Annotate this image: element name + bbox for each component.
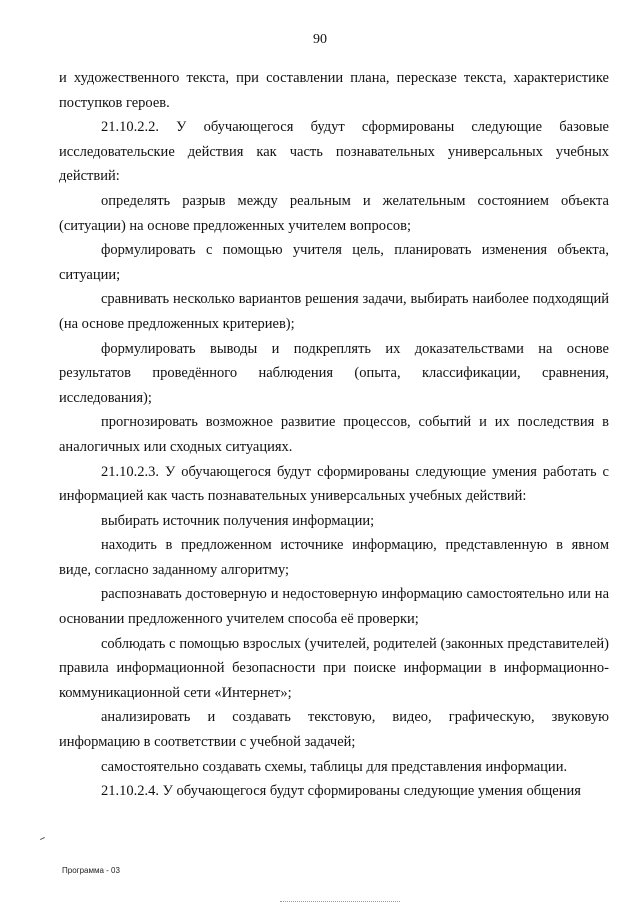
paragraph: сравнивать несколько вариантов решения задачи, выбирать наиболее подходящий (на основе предложенных критериев); <box>59 291 609 332</box>
paragraph: соблюдать с помощью взрослых (учителей, родителей (законных представителей) правила информационной безопасности при поиске информации в информационно-коммуникационной сети «Интернет»; <box>59 635 609 701</box>
page-number: 90 <box>313 32 327 47</box>
paragraph: находить в предложенном источнике информацию, представленную в явном виде, согласно заданному алгоритму; <box>59 537 609 578</box>
paragraph: прогнозировать возможное развитие процессов, событий и их последствия в аналогичных или сходных ситуациях. <box>59 414 609 455</box>
paragraph: 21.10.2.2. У обучающегося будут сформированы следующие базовые исследовательские действия как часть познавательных универсальных учебных действий: <box>59 119 609 185</box>
paragraph: анализировать и создавать текстовую, видео, графическую, звуковую информацию в соответствии с учебной задачей; <box>59 709 609 751</box>
page-footer: Программа - 03 <box>62 866 120 875</box>
paragraph: формулировать с помощью учителя цель, планировать изменения объекта, ситуации; <box>59 242 609 283</box>
paragraph: 21.10.2.4. У обучающегося будут сформированы следующие умения общения <box>101 783 581 800</box>
paragraph: и художественного текста, при составлении плана, пересказе текста, характеристике поступков героев. <box>59 70 609 111</box>
paragraph: распознавать достоверную и недостоверную информацию самостоятельно или на основании предложенного учителем способа её проверки; <box>59 586 609 628</box>
paragraph: определять разрыв между реальным и желательным состоянием объекта (ситуации) на основе предложенных учителем вопросов; <box>59 192 609 234</box>
paragraph: самостоятельно создавать схемы, таблицы для представления информации. <box>101 758 568 775</box>
scan-edge <box>280 901 400 903</box>
paragraph: 21.10.2.3. У обучающегося будут сформированы следующие умения работать с информацией как часть познавательных универсальных учебных действий: <box>59 463 609 505</box>
paragraph: формулировать выводы и подкреплять их доказательствами на основе результатов проведённого наблюдения (опыта, классификации, сравнения, исследования); <box>59 340 609 406</box>
scan-artifact <box>40 837 45 840</box>
paragraph: выбирать источник получения информации; <box>101 512 375 529</box>
document-body <box>59 66 609 804</box>
